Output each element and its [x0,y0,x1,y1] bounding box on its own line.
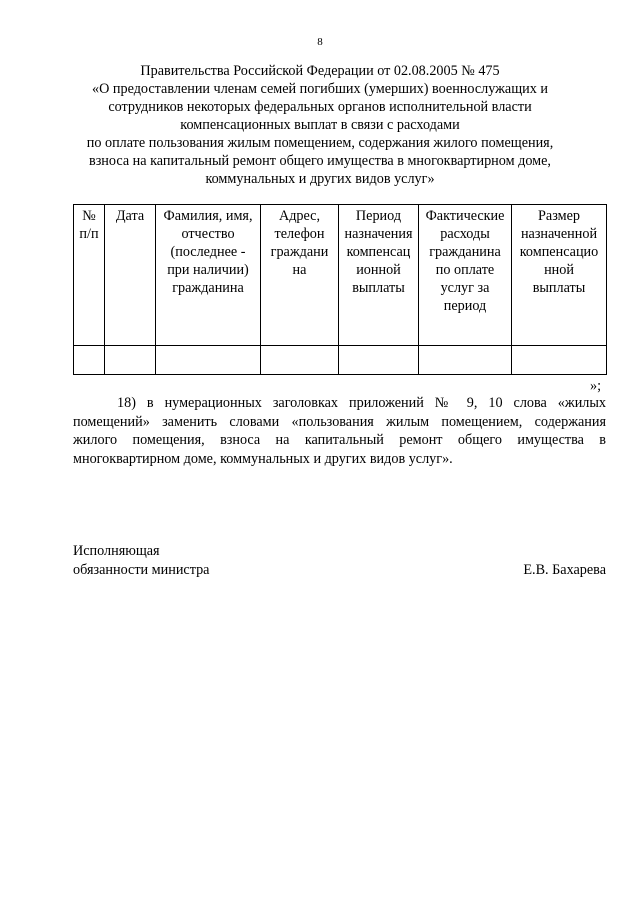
table-cell [74,346,105,375]
column-header-payment-amount [512,205,607,346]
amendment-paragraph [73,394,606,468]
header-line: компенсацио [519,244,599,260]
heading-line: Правительства Российской Федерации от 02.08.2005 № 475 [140,63,500,79]
header-line: гражданина [172,280,244,296]
header-line: гражданина [429,244,501,260]
heading-line: «О предоставлении членам семей погибших (умерших) военнослужащих и [92,81,548,97]
header-line: Адрес, [278,208,321,224]
document-heading [60,62,580,188]
paragraph-line: 18) в нумерационных заголовках приложений № 9, 10 слова «жилых [117,395,606,411]
header-line: назначения [344,226,413,242]
table-cell [156,346,261,375]
table-cell [419,346,512,375]
header-line: услуг за [440,280,490,296]
header-line: компенсац [346,244,411,260]
header-line: Период [355,208,402,224]
column-header-period [339,205,419,346]
header-line: Размер [538,208,580,224]
paragraph-line: жилого помещения, взноса на капитальный ремонт общего имущества в [73,432,606,448]
column-header-address [261,205,339,346]
table-cell [261,346,339,375]
table-cell [339,346,419,375]
table-header-row [74,205,607,346]
header-line: нной [544,262,574,278]
header-line: расходы [440,226,490,242]
column-header-actual-expenses [419,205,512,346]
table-cell [105,346,156,375]
header-line: период [443,298,487,314]
quote-closing-mark: »; [590,378,602,394]
header-line: Фактические [425,208,505,224]
heading-line: коммунальных и других видов услуг» [205,171,435,187]
payments-table [73,204,607,375]
signer-position-line: обязанности министра [73,562,210,578]
paragraph-line: многоквартирном доме, коммунальных и других видов услуг». [73,450,453,467]
heading-line: сотрудников некоторых федеральных органов исполнительной власти [108,99,532,115]
heading-line: по оплате пользования жилым помещением, содержания жилого помещения, [86,135,554,151]
header-line: телефон [274,226,325,242]
header-line: назначенной [520,226,598,242]
signer-name: Е.В. Бахарева [523,562,606,578]
signer-position-line: Исполняющая [73,543,160,559]
header-line: отчество [181,226,235,242]
header-line: ионной [356,262,401,278]
column-header-date [105,205,156,346]
table-row [74,346,607,375]
heading-line: взноса на капитальный ремонт общего имущества в многоквартирном доме, [89,153,551,169]
header-line: по оплате [435,262,495,278]
header-line: на [292,262,307,278]
column-header-full-name [156,205,261,346]
signer-position [73,542,209,580]
table-cell [512,346,607,375]
header-line: выплаты [532,280,586,296]
header-line: при наличии) [167,262,249,278]
column-header-number [74,205,105,346]
header-line: Дата [115,208,145,224]
page-number: 8 [317,36,323,48]
header-line: № [82,208,96,224]
header-line: п/п [79,226,99,242]
header-line: выплаты [352,280,405,296]
heading-line: компенсационных выплат в связи с расходами [180,117,460,133]
header-line: граждани [270,244,329,260]
paragraph-line: помещений» заменить словами «пользования жилым помещением, содержания [73,413,606,430]
header-line: (последнее - [170,244,246,260]
header-line: Фамилия, имя, [163,208,253,224]
